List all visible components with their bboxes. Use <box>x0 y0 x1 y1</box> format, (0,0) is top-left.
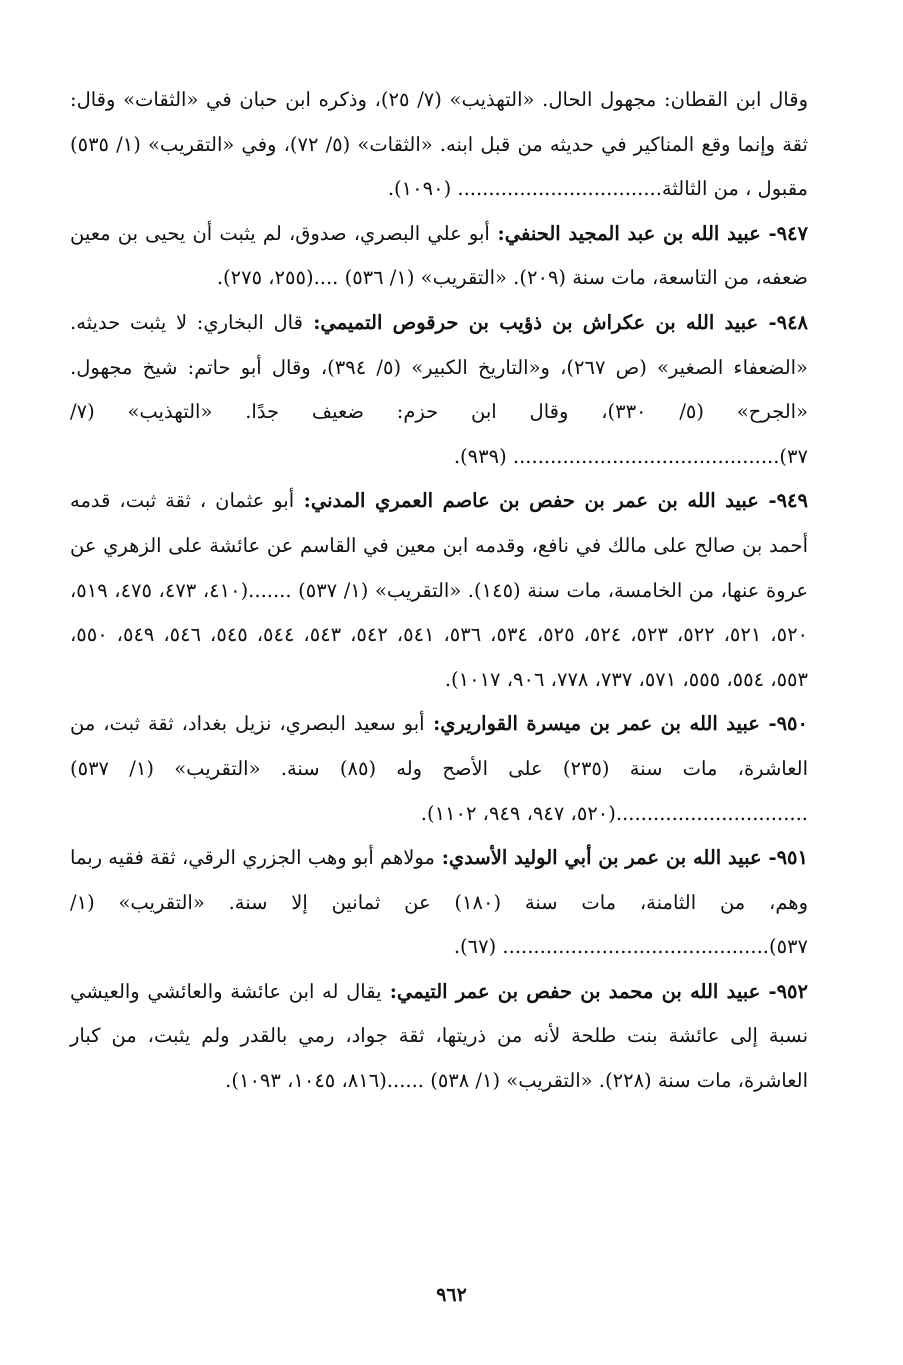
entry-name: عبيد الله بن عمر بن حفص بن عاصم العمري المدني: <box>294 489 759 513</box>
paragraph-continuation <box>70 78 808 212</box>
entry-947 <box>70 212 808 301</box>
entry-name: عبيد الله بن عمر بن أبي الوليد الأسدي: <box>434 846 762 870</box>
entry-number: ٩٥٢- <box>760 979 808 1003</box>
page-body <box>70 78 808 1104</box>
entry-name: عبيد الله بن عمر بن ميسرة القواريري: <box>424 712 760 736</box>
entry-name: عبيد الله بن محمد بن حفص بن عمر التيمي: <box>381 979 761 1003</box>
entry-number: ٩٤٩- <box>758 489 808 513</box>
entry-number: ٩٤٧- <box>760 221 808 245</box>
entry-number: ٩٥١- <box>761 846 808 870</box>
entry-text: أبو سعيد البصري، نزيل بغداد، ثقة ثبت، من العاشرة، مات سنة (٢٣٥) على الأصح وله (٨٥) سنة. «التقريب» (١/ ٥٣٧) ...............................(٥٢٠، ٩٤٧، ٩٤٩، ١١٠٢). <box>70 712 808 825</box>
entry-948 <box>70 301 808 479</box>
entry-text: قال البخاري: لا يثبت حديثه. «الضعفاء الصغير» (ص ٢٦٧)، و«التاريخ الكبير» (٥/ ٣٩٤)، وقال أبو حاتم: شيخ مجهول. «الجرح» (٥/ ٣٣٠)، وقال ابن حزم: ضعيف جدًا. «التهذيب» (٧/ ٣٧)........................................... (٩٣٩). <box>70 310 808 468</box>
entry-text: وقال ابن القطان: مجهول الحال. «التهذيب» (٧/ ٢٥)، وذكره ابن حبان في «الثقات» وقال: ثقة وإنما وقع المناكير في حديثه من قبل ابنه. «الثقات» (٥/ ٧٢)، وفي «التقريب» (١/ ٥٣٥) مقبول ، من الثالثة................................. (١٠٩٠). <box>70 88 808 201</box>
entry-text: يقال له ابن عائشة والعائشي والعيشي نسبة إلى عائشة بنت طلحة لأنه من ذريتها، ثقة جواد، رمي بالقدر ولم يثبت، من كبار العاشرة، مات سنة (٢٢٨). «التقريب» (١/ ٥٣٨) ......(٨١٦، ١٠٤٥، ١٠٩٣). <box>70 979 808 1093</box>
page-number: ٩٦٢ <box>436 1284 467 1306</box>
entry-text: مولاهم أبو وهب الجزري الرقي، ثقة فقيه ربما وهم، من الثامنة، مات سنة (١٨٠) عن ثمانين إلا سنة. «التقريب» (١/ ٥٣٧)........................................... (٦٧). <box>70 846 808 959</box>
entry-number: ٩٤٨- <box>758 310 809 334</box>
entry-text: أبو علي البصري، صدوق، لم يثبت أن يحيى بن معين ضعفه، من التاسعة، مات سنة (٢٠٩). «التقريب» (١/ ٥٣٦) ....(٢٥٥، ٢٧٥). <box>70 221 808 290</box>
entry-name: عبيد الله بن عكراش بن ذؤيب بن حرقوص التميمي: <box>302 310 759 334</box>
entry-text: أبو عثمان ، ثقة ثبت، قدمه أحمد بن صالح على مالك في نافع، وقدمه ابن معين في القاسم عن عائشة على الزهري عن عروة عنها، من الخامسة، مات سنة (١٤٥). «التقريب» (١/ ٥٣٧) .......(٤١٠، ٤٧٣، ٤٧٥، ٥١٩، ٥٢٠، ٥٢١، ٥٢٢، ٥٢٣، ٥٢٤، ٥٢٥، ٥٣٤، ٥٣٦، ٥٤١، ٥٤٢، ٥٤٣، ٥٤٤، ٥٤٥، ٥٤٦، ٥٤٩، ٥٥٠، ٥٥٣، ٥٥٤، ٥٥٥، ٥٧١، ٧٣٧، ٧٧٨، ٩٠٦، ١٠١٧). <box>70 489 809 691</box>
entry-949 <box>70 479 808 702</box>
entry-952 <box>70 970 808 1104</box>
entry-950 <box>70 702 808 836</box>
entry-number: ٩٥٠- <box>759 712 808 736</box>
entry-951 <box>70 836 808 970</box>
entry-name: عبيد الله بن عبد المجيد الحنفي: <box>489 221 761 245</box>
